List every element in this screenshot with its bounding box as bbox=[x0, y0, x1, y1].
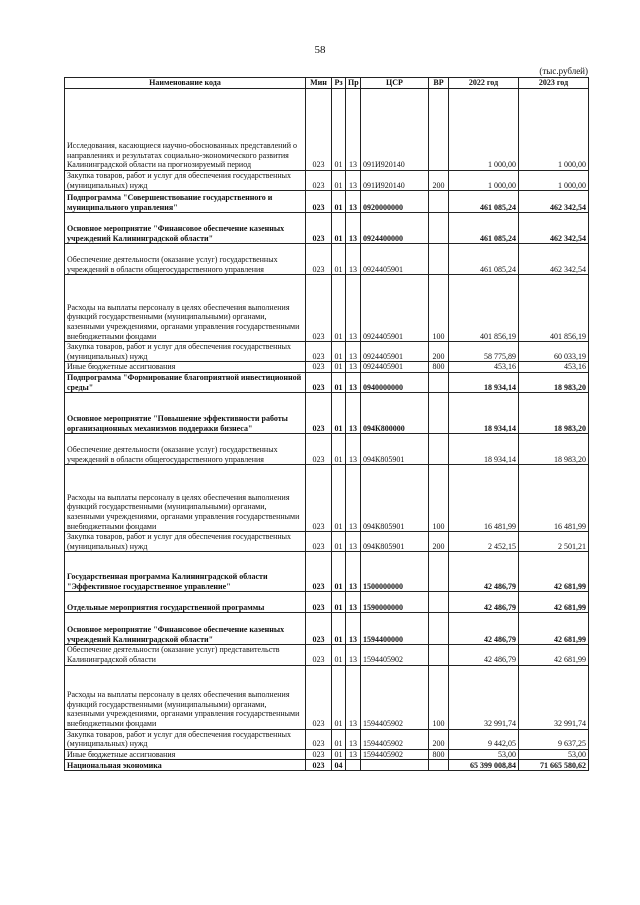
table-row bbox=[65, 613, 589, 645]
cell-csr: 1590000000 bbox=[361, 592, 429, 613]
cell-name: Государственная программа Калининградской области "Эффективное государственное управление" bbox=[65, 552, 306, 592]
table-row bbox=[65, 465, 589, 532]
cell-rz: 01 bbox=[332, 434, 346, 465]
cell-vr: 200 bbox=[429, 532, 449, 552]
cell-csr: 094К805901 bbox=[361, 434, 429, 465]
cell-y2023: 2 501,21 bbox=[519, 532, 589, 552]
cell-vr: 800 bbox=[429, 362, 449, 373]
cell-csr: 1594405902 bbox=[361, 729, 429, 749]
cell-vr bbox=[429, 244, 449, 275]
cell-vr bbox=[429, 760, 449, 771]
cell-vr: 100 bbox=[429, 465, 449, 532]
cell-min: 023 bbox=[306, 645, 332, 665]
units-label: (тыс.рублей) bbox=[539, 66, 588, 76]
cell-csr bbox=[361, 760, 429, 771]
table-row bbox=[65, 244, 589, 275]
cell-min: 023 bbox=[306, 362, 332, 373]
budget-table bbox=[64, 77, 589, 771]
header-min: Мин bbox=[306, 78, 332, 89]
cell-min: 023 bbox=[306, 342, 332, 362]
cell-pr: 13 bbox=[346, 171, 361, 191]
cell-rz: 01 bbox=[332, 729, 346, 749]
cell-csr: 0924400000 bbox=[361, 213, 429, 244]
cell-y2023: 42 681,99 bbox=[519, 645, 589, 665]
cell-csr: 094К805901 bbox=[361, 532, 429, 552]
table-row bbox=[65, 275, 589, 342]
cell-name: Обеспечение деятельности (оказание услуг) государственных учреждений в области общегосударственного управления bbox=[65, 434, 306, 465]
cell-pr: 13 bbox=[346, 532, 361, 552]
cell-rz: 01 bbox=[332, 275, 346, 342]
cell-y2022: 65 399 008,84 bbox=[449, 760, 519, 771]
cell-name: Расходы на выплаты персоналу в целях обеспечения выполнения функций государственными (муниципальными) органами, казенными учреждениями, органами управления государственными внебюджетными фондами bbox=[65, 665, 306, 729]
cell-min: 023 bbox=[306, 213, 332, 244]
cell-name: Основное мероприятие "Повышение эффективности работы организационных механизмов поддержки бизнеса" bbox=[65, 393, 306, 434]
cell-min: 023 bbox=[306, 613, 332, 645]
table-row bbox=[65, 552, 589, 592]
cell-vr bbox=[429, 89, 449, 171]
header-vr: ВР bbox=[429, 78, 449, 89]
cell-rz: 01 bbox=[332, 592, 346, 613]
cell-rz: 01 bbox=[332, 393, 346, 434]
cell-pr: 13 bbox=[346, 191, 361, 213]
cell-pr: 13 bbox=[346, 213, 361, 244]
cell-pr bbox=[346, 760, 361, 771]
cell-y2022: 18 934,14 bbox=[449, 393, 519, 434]
table-row bbox=[65, 592, 589, 613]
cell-pr: 13 bbox=[346, 592, 361, 613]
cell-y2023: 462 342,54 bbox=[519, 191, 589, 213]
cell-vr bbox=[429, 613, 449, 645]
cell-y2022: 42 486,79 bbox=[449, 613, 519, 645]
cell-csr: 1500000000 bbox=[361, 552, 429, 592]
cell-y2022: 9 442,05 bbox=[449, 729, 519, 749]
cell-csr: 094К805901 bbox=[361, 465, 429, 532]
cell-min: 023 bbox=[306, 244, 332, 275]
cell-y2023: 462 342,54 bbox=[519, 244, 589, 275]
cell-name: Национальная экономика bbox=[65, 760, 306, 771]
cell-rz: 01 bbox=[332, 465, 346, 532]
cell-name: Исследования, касающиеся научно-обоснованных представлений о направлениях и результатах социально-экономического развития Калининградской области на прогнозируемый период bbox=[65, 89, 306, 171]
cell-name: Основное мероприятие "Финансовое обеспечение казенных учреждений Калининградской области" bbox=[65, 213, 306, 244]
header-2022: 2022 год bbox=[449, 78, 519, 89]
cell-vr: 200 bbox=[429, 342, 449, 362]
table-row bbox=[65, 372, 589, 392]
cell-rz: 01 bbox=[332, 749, 346, 760]
cell-pr: 13 bbox=[346, 749, 361, 760]
cell-csr: 0924405901 bbox=[361, 362, 429, 373]
cell-name: Закупка товаров, работ и услуг для обеспечения государственных (муниципальных) нужд bbox=[65, 171, 306, 191]
cell-pr: 13 bbox=[346, 465, 361, 532]
cell-name: Закупка товаров, работ и услуг для обеспечения государственных (муниципальных) нужд bbox=[65, 729, 306, 749]
cell-y2023: 60 033,19 bbox=[519, 342, 589, 362]
header-csr: ЦСР bbox=[361, 78, 429, 89]
cell-vr bbox=[429, 645, 449, 665]
cell-pr: 13 bbox=[346, 729, 361, 749]
cell-y2023: 462 342,54 bbox=[519, 213, 589, 244]
cell-y2023: 71 665 580,62 bbox=[519, 760, 589, 771]
cell-rz: 01 bbox=[332, 89, 346, 171]
cell-pr: 13 bbox=[346, 342, 361, 362]
cell-min: 023 bbox=[306, 465, 332, 532]
header-pr: Пр bbox=[346, 78, 361, 89]
cell-y2023: 53,00 bbox=[519, 749, 589, 760]
cell-pr: 13 bbox=[346, 244, 361, 275]
cell-name: Основное мероприятие "Финансовое обеспечение казенных учреждений Калининградской области" bbox=[65, 613, 306, 645]
cell-rz: 01 bbox=[332, 552, 346, 592]
cell-min: 023 bbox=[306, 532, 332, 552]
table-row bbox=[65, 342, 589, 362]
cell-y2022: 18 934,14 bbox=[449, 372, 519, 392]
table-row bbox=[65, 665, 589, 729]
cell-y2023: 16 481,99 bbox=[519, 465, 589, 532]
cell-vr bbox=[429, 434, 449, 465]
cell-csr: 0920000000 bbox=[361, 191, 429, 213]
header-2023: 2023 год bbox=[519, 78, 589, 89]
table-row bbox=[65, 362, 589, 373]
cell-pr: 13 bbox=[346, 362, 361, 373]
cell-y2022: 461 085,24 bbox=[449, 191, 519, 213]
cell-pr: 13 bbox=[346, 89, 361, 171]
cell-min: 023 bbox=[306, 665, 332, 729]
cell-rz: 01 bbox=[332, 191, 346, 213]
cell-name: Закупка товаров, работ и услуг для обеспечения государственных (муниципальных) нужд bbox=[65, 532, 306, 552]
cell-min: 023 bbox=[306, 434, 332, 465]
cell-csr: 0924405901 bbox=[361, 342, 429, 362]
cell-vr: 100 bbox=[429, 665, 449, 729]
cell-vr bbox=[429, 592, 449, 613]
cell-name: Расходы на выплаты персоналу в целях обеспечения выполнения функций государственными (муниципальными) органами, казенными учреждениями, органами управления государственными внебюджетными фондами bbox=[65, 275, 306, 342]
cell-vr: 800 bbox=[429, 749, 449, 760]
cell-csr: 1594405902 bbox=[361, 645, 429, 665]
cell-csr: 1594405902 bbox=[361, 749, 429, 760]
cell-min: 023 bbox=[306, 171, 332, 191]
cell-rz: 01 bbox=[332, 213, 346, 244]
cell-pr: 13 bbox=[346, 372, 361, 392]
cell-rz: 01 bbox=[332, 665, 346, 729]
cell-name: Обеспечение деятельности (оказание услуг) представительств Калининградской области bbox=[65, 645, 306, 665]
cell-y2022: 42 486,79 bbox=[449, 645, 519, 665]
cell-rz: 01 bbox=[332, 613, 346, 645]
cell-name: Подпрограмма "Формирование благоприятной инвестиционной среды" bbox=[65, 372, 306, 392]
table-header bbox=[65, 78, 589, 89]
cell-name: Иные бюджетные ассигнования bbox=[65, 362, 306, 373]
header-name: Наименование кода bbox=[65, 78, 306, 89]
cell-pr: 13 bbox=[346, 613, 361, 645]
cell-y2023: 18 983,20 bbox=[519, 434, 589, 465]
cell-rz: 04 bbox=[332, 760, 346, 771]
cell-rz: 01 bbox=[332, 645, 346, 665]
table-row bbox=[65, 749, 589, 760]
cell-vr bbox=[429, 213, 449, 244]
table-row bbox=[65, 191, 589, 213]
cell-min: 023 bbox=[306, 275, 332, 342]
cell-name: Подпрограмма "Совершенствование государственного и муниципального управления" bbox=[65, 191, 306, 213]
cell-vr: 100 bbox=[429, 275, 449, 342]
cell-csr: 094К800000 bbox=[361, 393, 429, 434]
cell-csr: 0924405901 bbox=[361, 275, 429, 342]
table-row bbox=[65, 532, 589, 552]
cell-y2023: 32 991,74 bbox=[519, 665, 589, 729]
cell-min: 023 bbox=[306, 191, 332, 213]
cell-vr bbox=[429, 393, 449, 434]
cell-min: 023 bbox=[306, 393, 332, 434]
cell-min: 023 bbox=[306, 749, 332, 760]
cell-y2023: 42 681,99 bbox=[519, 613, 589, 645]
cell-vr: 200 bbox=[429, 729, 449, 749]
cell-rz: 01 bbox=[332, 244, 346, 275]
cell-y2022: 42 486,79 bbox=[449, 592, 519, 613]
cell-csr: 1594400000 bbox=[361, 613, 429, 645]
cell-rz: 01 bbox=[332, 372, 346, 392]
cell-pr: 13 bbox=[346, 665, 361, 729]
cell-name: Отдельные мероприятия государственной программы bbox=[65, 592, 306, 613]
cell-rz: 01 bbox=[332, 362, 346, 373]
cell-y2022: 42 486,79 bbox=[449, 552, 519, 592]
cell-y2023: 42 681,99 bbox=[519, 592, 589, 613]
page-number: 58 bbox=[314, 44, 326, 56]
cell-min: 023 bbox=[306, 89, 332, 171]
cell-csr: 0940000000 bbox=[361, 372, 429, 392]
cell-name: Закупка товаров, работ и услуг для обеспечения государственных (муниципальных) нужд bbox=[65, 342, 306, 362]
table-row bbox=[65, 760, 589, 771]
table-row bbox=[65, 393, 589, 434]
table-row bbox=[65, 434, 589, 465]
cell-rz: 01 bbox=[332, 171, 346, 191]
cell-name: Обеспечение деятельности (оказание услуг) государственных учреждений в области общегосударственного управления bbox=[65, 244, 306, 275]
cell-y2023: 42 681,99 bbox=[519, 552, 589, 592]
cell-y2022: 461 085,24 bbox=[449, 213, 519, 244]
cell-pr: 13 bbox=[346, 434, 361, 465]
cell-vr bbox=[429, 372, 449, 392]
header-rz: Рз bbox=[332, 78, 346, 89]
table-row bbox=[65, 729, 589, 749]
cell-y2022: 32 991,74 bbox=[449, 665, 519, 729]
cell-rz: 01 bbox=[332, 532, 346, 552]
cell-vr bbox=[429, 191, 449, 213]
cell-csr: 0924405901 bbox=[361, 244, 429, 275]
table-row bbox=[65, 171, 589, 191]
cell-y2022: 2 452,15 bbox=[449, 532, 519, 552]
cell-y2023: 9 637,25 bbox=[519, 729, 589, 749]
cell-y2022: 16 481,99 bbox=[449, 465, 519, 532]
table-row bbox=[65, 645, 589, 665]
cell-y2022: 53,00 bbox=[449, 749, 519, 760]
cell-y2023: 1 000,00 bbox=[519, 89, 589, 171]
cell-min: 023 bbox=[306, 592, 332, 613]
cell-rz: 01 bbox=[332, 342, 346, 362]
cell-csr: 091И920140 bbox=[361, 171, 429, 191]
cell-y2023: 18 983,20 bbox=[519, 393, 589, 434]
cell-y2022: 461 085,24 bbox=[449, 244, 519, 275]
cell-min: 023 bbox=[306, 372, 332, 392]
cell-y2023: 18 983,20 bbox=[519, 372, 589, 392]
cell-y2022: 1 000,00 bbox=[449, 171, 519, 191]
table-row bbox=[65, 213, 589, 244]
cell-y2022: 453,16 bbox=[449, 362, 519, 373]
cell-min: 023 bbox=[306, 760, 332, 771]
table-row bbox=[65, 89, 589, 171]
cell-pr: 13 bbox=[346, 645, 361, 665]
cell-y2022: 401 856,19 bbox=[449, 275, 519, 342]
cell-y2022: 58 775,89 bbox=[449, 342, 519, 362]
cell-csr: 091И920140 bbox=[361, 89, 429, 171]
cell-csr: 1594405902 bbox=[361, 665, 429, 729]
cell-y2023: 453,16 bbox=[519, 362, 589, 373]
cell-name: Расходы на выплаты персоналу в целях обеспечения выполнения функций государственными (муниципальными) органами, казенными учреждениями, органами управления государственными внебюджетными фондами bbox=[65, 465, 306, 532]
cell-y2023: 401 856,19 bbox=[519, 275, 589, 342]
cell-min: 023 bbox=[306, 552, 332, 592]
cell-name: Иные бюджетные ассигнования bbox=[65, 749, 306, 760]
cell-y2022: 1 000,00 bbox=[449, 89, 519, 171]
cell-y2023: 1 000,00 bbox=[519, 171, 589, 191]
cell-pr: 13 bbox=[346, 393, 361, 434]
cell-pr: 13 bbox=[346, 552, 361, 592]
cell-min: 023 bbox=[306, 729, 332, 749]
cell-y2022: 18 934,14 bbox=[449, 434, 519, 465]
cell-vr bbox=[429, 552, 449, 592]
cell-vr: 200 bbox=[429, 171, 449, 191]
cell-pr: 13 bbox=[346, 275, 361, 342]
